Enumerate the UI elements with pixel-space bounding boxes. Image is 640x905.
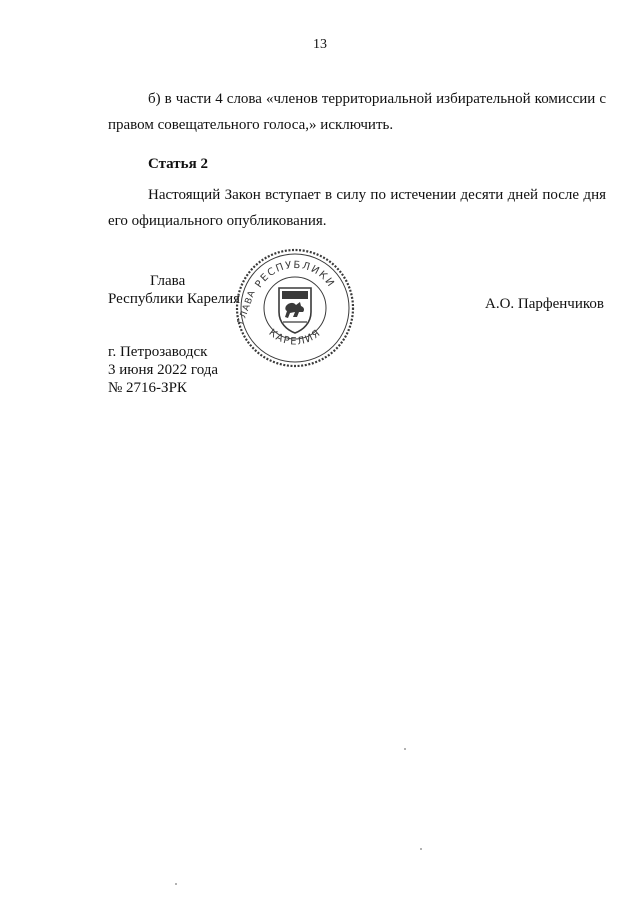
coat-of-arms-icon: [279, 288, 311, 333]
scan-speck: [404, 748, 406, 750]
signature-title-line2: Республики Карелия: [108, 291, 241, 307]
scan-speck: [420, 848, 422, 850]
article-heading: Статья 2: [148, 156, 208, 172]
official-seal-icon: [233, 246, 357, 370]
law-number-line: № 2716-ЗРК: [108, 380, 187, 396]
article-paragraph-text: Настоящий Закон вступает в силу по истечении десяти дней после дня его официального опубликования.: [108, 187, 606, 229]
date-line: 3 июня 2022 года: [108, 362, 219, 378]
scan-speck: [175, 883, 177, 885]
seal-text-top: РЕСПУБЛИКИ: [253, 259, 337, 290]
signature-name: А.О. Парфенчиков: [485, 296, 604, 312]
seal-text-left: ГЛАВА: [236, 288, 258, 326]
city-line: г. Петрозаводск: [108, 344, 208, 360]
paragraph-b-text: б) в части 4 слова «членов территориальной избирательной комиссии с правом совещательного голоса,» исключить.: [108, 91, 606, 133]
article-paragraph: [108, 182, 606, 234]
place-date-block: [108, 343, 218, 397]
page-number: 13: [313, 37, 327, 52]
seal-text-bottom: КАРЕЛИЯ: [266, 327, 324, 348]
signature-title-line1: Глава: [150, 273, 186, 289]
paragraph-b: [108, 86, 606, 138]
